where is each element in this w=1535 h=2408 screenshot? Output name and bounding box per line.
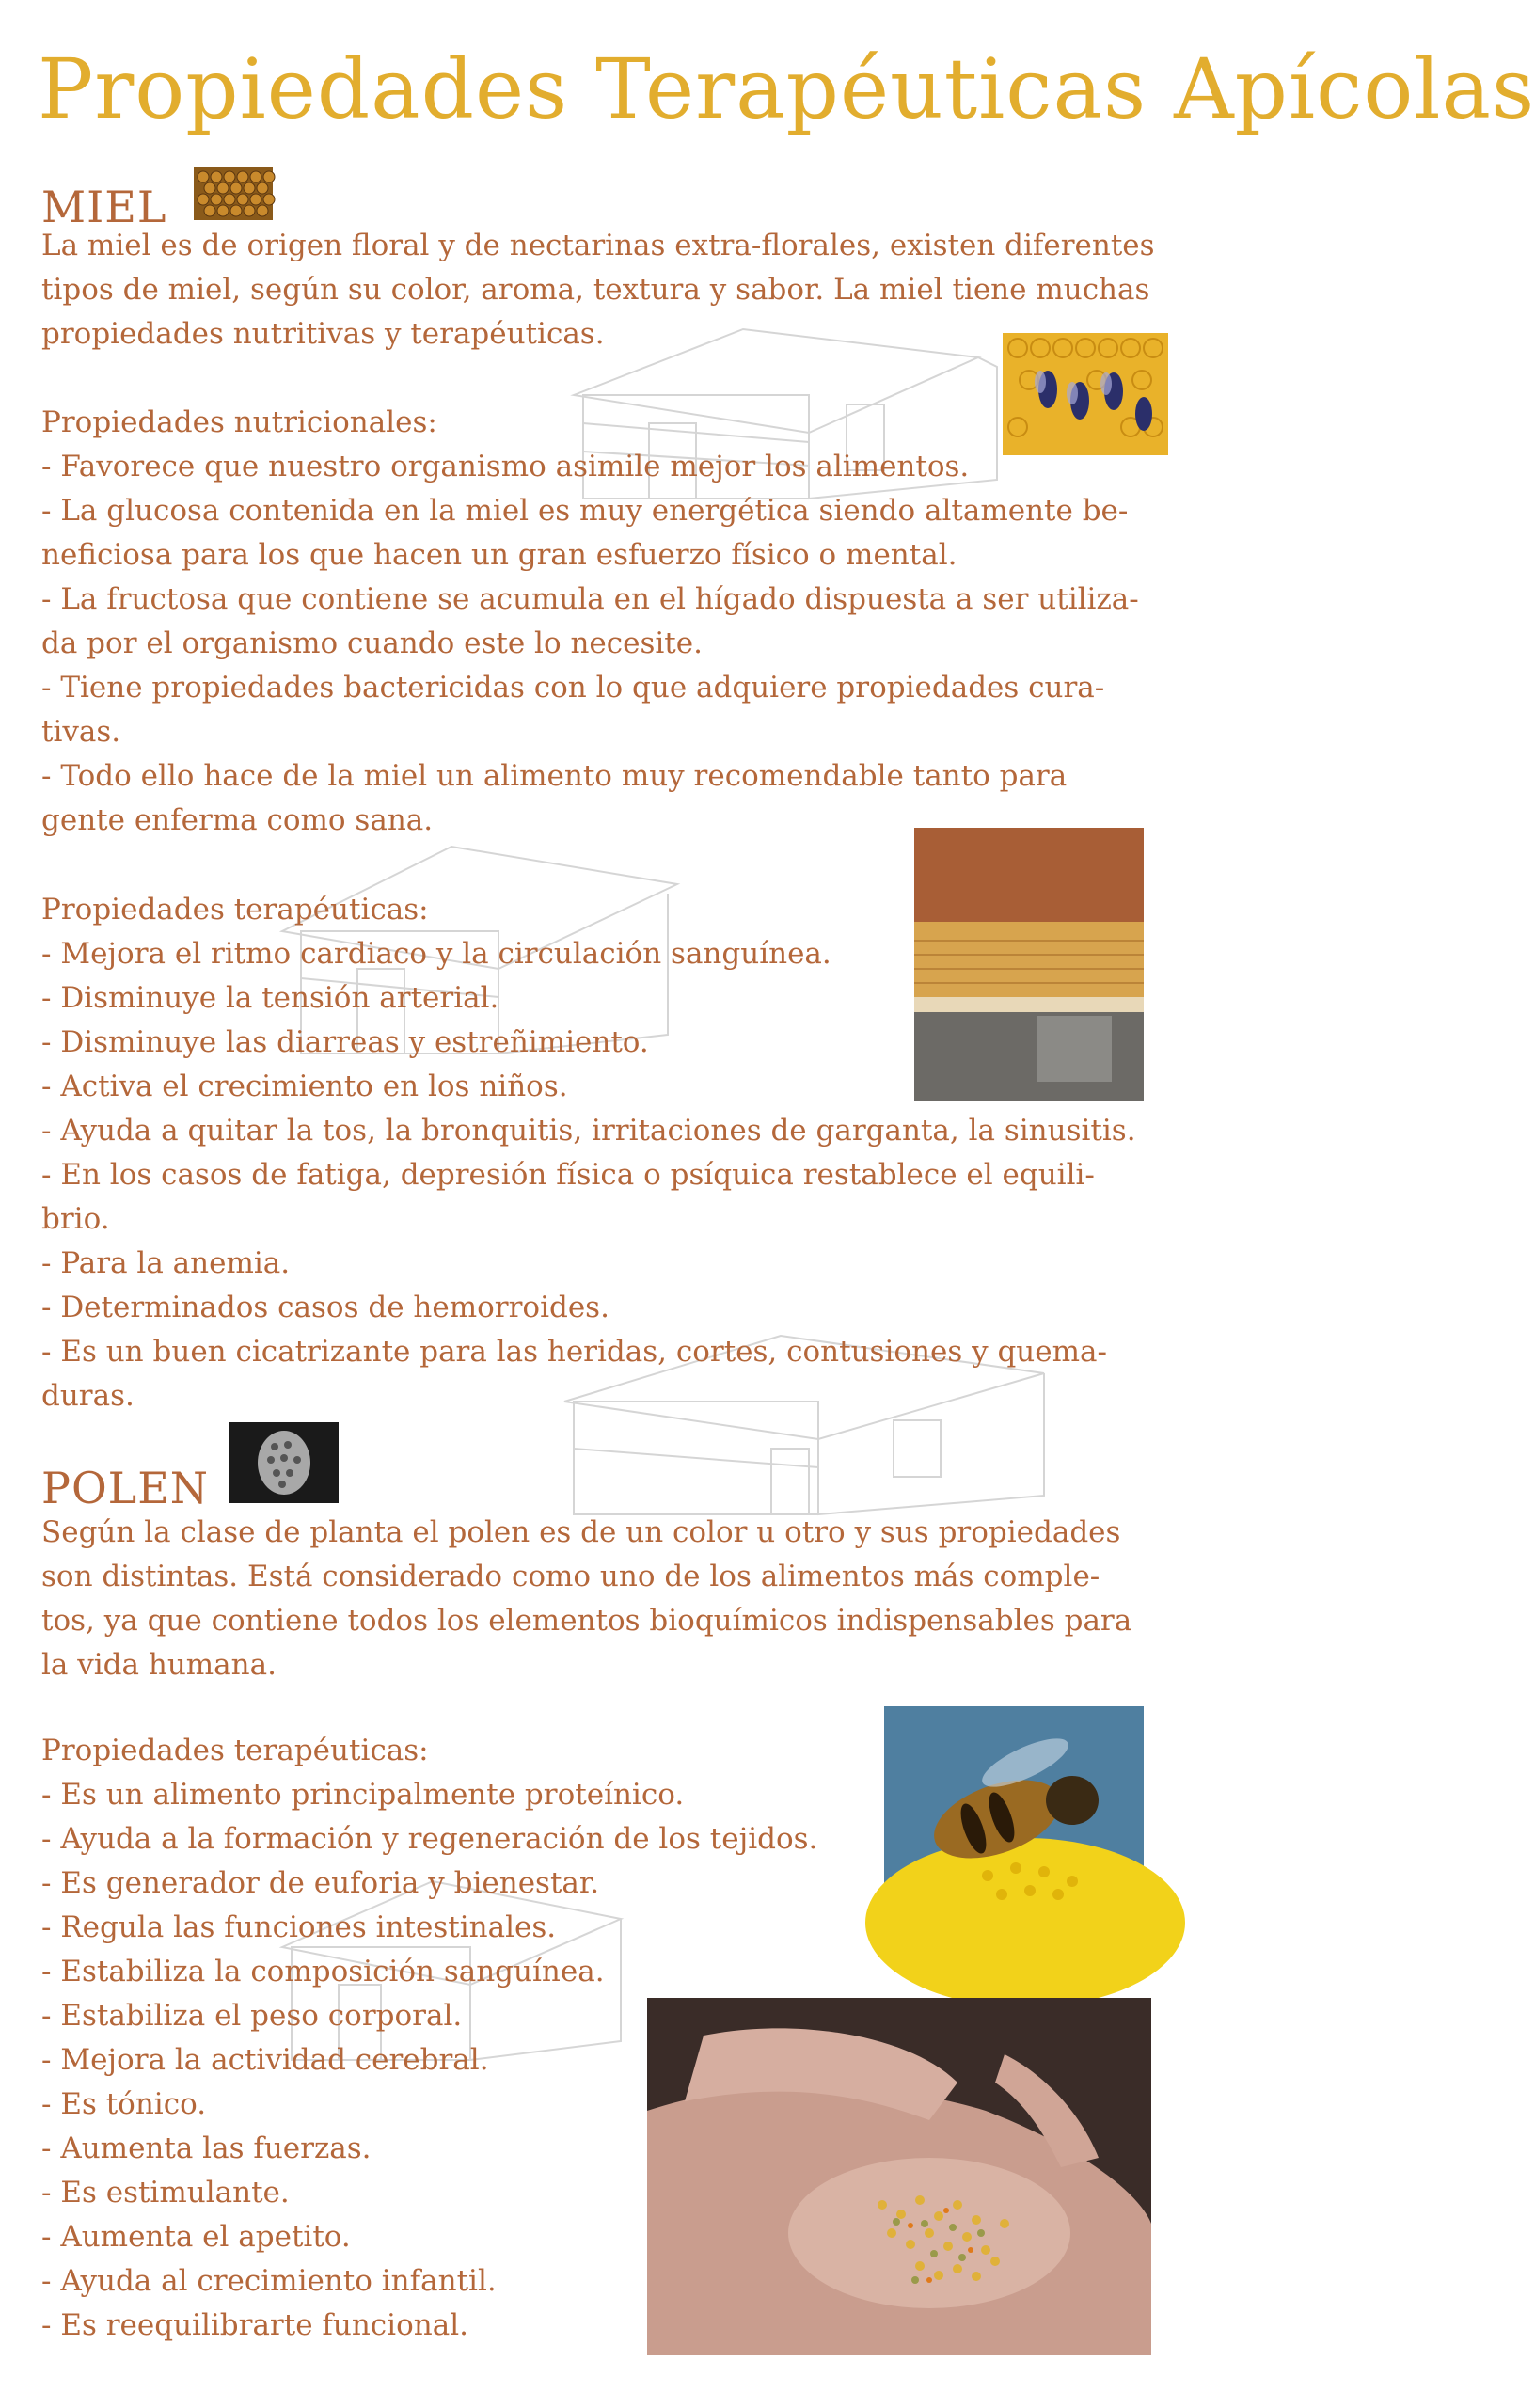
list-item: - Ayuda a quitar la tos, la bronquitis, irritaciones de garganta, la sinusitis. <box>41 1114 1136 1148</box>
miel-intro <box>41 224 1155 356</box>
list-item: - Determinados casos de hemorroides. <box>41 1291 609 1324</box>
list-item: - Es reequilibrarte funcional. <box>41 2308 468 2342</box>
list-item: - Tiene propiedades bactericidas con lo que adquiere propiedades cura- <box>41 671 1105 705</box>
list-item: - Disminuye las diarreas y estreñimiento. <box>41 1025 649 1059</box>
list-item: - Es un alimento principalmente proteínico. <box>41 1778 685 1812</box>
polen-intro <box>41 1511 1131 1687</box>
honeycomb-thumbnail <box>194 167 273 220</box>
list-heading: Propiedades terapéuticas: <box>41 1734 429 1767</box>
list-item: - Mejora la actividad cerebral. <box>41 2043 489 2077</box>
text-line: la vida humana. <box>41 1648 277 1682</box>
text-line: Según la clase de planta el polen es de un color u otro y sus propiedades <box>41 1515 1121 1549</box>
list-item: - Ayuda al crecimiento infantil. <box>41 2264 497 2298</box>
miel-terapeuticas-list <box>41 888 1136 1418</box>
hand-with-pollen-photo <box>647 1998 1151 2355</box>
list-item: gente enferma como sana. <box>41 803 434 837</box>
list-item: - Es estimulante. <box>41 2176 290 2210</box>
text-line: son distintas. Está considerado como uno de los alimentos más comple- <box>41 1560 1100 1593</box>
bee-on-flower-photo <box>884 1706 1144 1919</box>
text-line: propiedades nutritivas y terapéuticas. <box>41 317 605 351</box>
list-item: - Mejora el ritmo cardiaco y la circulación sanguínea. <box>41 937 831 971</box>
list-item: - La glucosa contenida en la miel es muy energética siendo altamente be- <box>41 494 1129 528</box>
list-item: - Todo ello hace de la miel un alimento muy recomendable tanto para <box>41 759 1068 793</box>
text-line: La miel es de origen floral y de nectarinas extra-florales, existen diferentes <box>41 229 1155 262</box>
list-item: - Es tónico. <box>41 2087 207 2121</box>
list-item: - La fructosa que contiene se acumula en el hígado dispuesta a ser utiliza- <box>41 582 1139 616</box>
miel-heading: MIEL <box>41 182 167 232</box>
list-heading: Propiedades nutricionales: <box>41 405 437 439</box>
list-item: - Disminuye la tensión arterial. <box>41 981 499 1015</box>
list-item: neficiosa para los que hacen un gran esfuerzo físico o mental. <box>41 538 957 572</box>
list-item: - Favorece que nuestro organismo asimile mejor los alimentos. <box>41 450 970 483</box>
text-line: tipos de miel, según su color, aroma, textura y sabor. La miel tiene muchas <box>41 273 1150 307</box>
list-item: da por el organismo cuando este lo necesite. <box>41 626 703 660</box>
list-item: - Para la anemia. <box>41 1246 291 1280</box>
list-item: - Es generador de euforia y bienestar. <box>41 1866 600 1900</box>
list-item: - Es un buen cicatrizante para las heridas, cortes, contusiones y quema- <box>41 1335 1107 1369</box>
page-title: Propiedades Terapéuticas Apícolas <box>38 40 1535 137</box>
list-item: duras. <box>41 1379 135 1413</box>
list-item: brio. <box>41 1202 110 1236</box>
polen-heading: POLEN <box>41 1463 210 1513</box>
list-item: - Estabiliza la composición sanguínea. <box>41 1955 605 1988</box>
text-line: tos, ya que contiene todos los elementos bioquímicos indispensables para <box>41 1604 1132 1638</box>
pollen-grain-thumbnail <box>229 1422 339 1503</box>
list-item: tivas. <box>41 715 121 749</box>
miel-nutricionales-list <box>41 401 1139 843</box>
list-item: - Aumenta las fuerzas. <box>41 2131 372 2165</box>
list-item: - Estabiliza el peso corporal. <box>41 1999 463 2033</box>
list-item: - Activa el crecimiento en los niños. <box>41 1069 568 1103</box>
list-item: - Aumenta el apetito. <box>41 2220 351 2254</box>
list-item: - En los casos de fatiga, depresión física o psíquica restablece el equili- <box>41 1158 1095 1192</box>
list-item: - Ayuda a la formación y regeneración de los tejidos. <box>41 1822 818 1856</box>
list-item: - Regula las funciones intestinales. <box>41 1910 557 1944</box>
list-heading: Propiedades terapéuticas: <box>41 893 429 927</box>
